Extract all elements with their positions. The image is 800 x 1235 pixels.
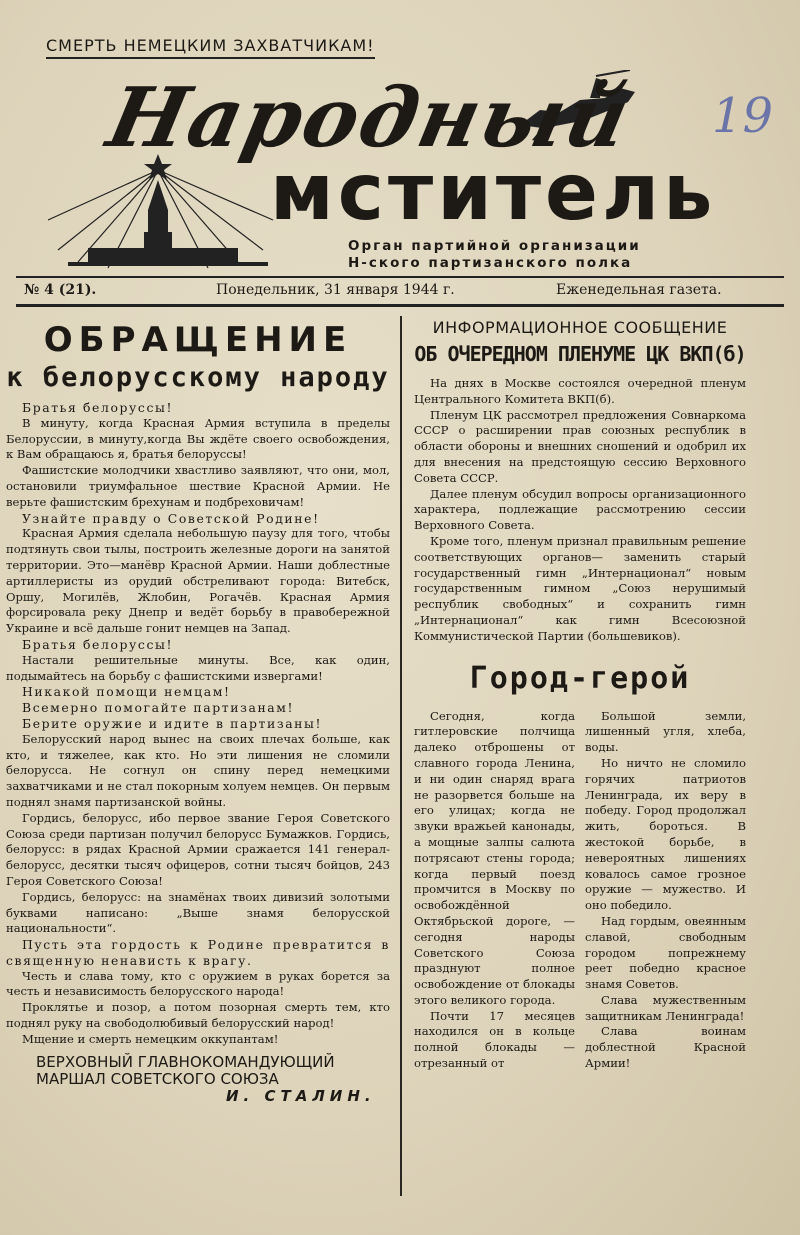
appeal-paragraph: Братья белоруссы!	[22, 400, 174, 415]
appeal-paragraph: Белорусский народ вынес на своих плечах больше, как кто, и тяжелее, как кто. Но эти лишения не сломили белорусса. Не согнул он спину перед немецкими захватчиками и не стал покорным холуем немцев. Он первым поднял знамя партизанской войны.	[6, 731, 390, 809]
hero-col1-paragraph: Сегодня, когда гитлеровские полчища далеко отброшены от славного города Ленина, и ни один снаряд врага не разорвется больше на его улицах; когда не звуки вражьей канонады, а мощные залпы салюта потрясают стены города; когда первый поезд промчится в Москву по освобождённой Октябрьской дороге, — сегодня народы Советского Союза празднуют полное освобождение от блокады этого великого города.	[414, 708, 575, 1007]
organ-line2: Н-ского партизанского полка	[348, 255, 633, 271]
info-paragraph: Далее пленум обсудил вопросы организационного характера, подлежащие рассмотрению сессии Верховного Совета.	[414, 486, 746, 533]
appeal-paragraph: Гордись, белорусс, ибо первое звание Героя Советского Союза среди партизан получил белорусс Бумажков. Гордись, белорусс: в рядах Красной Армии сражается 141 генерал-белорусс, десятки тысяч офицеров, сотни тысяч бойцов, 243 Героя Советского Союза!	[6, 810, 390, 888]
right-column	[414, 318, 746, 1072]
kremlin-tower-icon	[48, 150, 278, 270]
organ-line1: Орган партийной организации	[348, 238, 641, 254]
hero-col1-paragraph: Почти 17 месяцев находился он в кольце полной блокады — отрезанный от	[414, 1008, 575, 1071]
appeal-paragraph: Братья белоруссы!	[22, 636, 174, 652]
masthead-title-line1: Народный	[99, 70, 639, 166]
appeal-paragraph: В минуту, когда Красная Армия вступила в пределы Белоруссии, в минуту,когда Вы ждёте своего освобождения, к Вам обращаюсь я, братья белоруссы!	[6, 415, 390, 462]
masthead-organ	[348, 238, 641, 272]
dateline-bottom-rule	[16, 304, 784, 307]
appeal-paragraph: Мщение и смерть немецким оккупантам!	[22, 1031, 279, 1046]
hero-col1	[414, 709, 575, 1072]
signature-name: И. СТАЛИН.	[226, 1086, 376, 1105]
appeal-paragraph: Всемерно помогайте партизанам!	[22, 700, 295, 716]
appeal-paragraph: Никакой помощи немцам!	[22, 684, 231, 700]
dateline-top-rule	[16, 276, 784, 278]
appeal-paragraph: Настали решительные минуты. Все, как один, подымайтесь на борьбу с фашистскими извергами!	[6, 652, 390, 683]
issue-date: Понедельник, 31 января 1944 г.	[216, 282, 455, 298]
signature-line1: ВЕРХОВНЫЙ ГЛАВНОКОМАНДУЮЩИЙ	[36, 1052, 335, 1071]
hero-col2-paragraph: Большой земли, лишенный угля, хлеба, воды.	[585, 708, 746, 755]
issue-number: № 4 (21).	[24, 282, 97, 298]
info-paragraph: Пленум ЦК рассмотрел предложения Совнаркома СССР о расширении прав союзных республик в области обороны и внешних сношений и одобрил их для внесения на предстоящую сессию Верховного Совета СССР.	[414, 407, 746, 485]
appeal-paragraph: Честь и слава тому, кто с оружием в руках борется за честь и независимость белорусского народа!	[6, 968, 390, 999]
info-body	[414, 376, 746, 645]
info-paragraph: На днях в Москве состоялся очередной пленум Центрального Комитета ВКП(б).	[414, 376, 746, 406]
hero-col2-paragraph: Слава мужественным защитникам Ленинграда!	[585, 992, 746, 1023]
appeal-paragraph: Гордись, белорусс: на знамёнах твоих дивизий золотыми буквами написано: „Выше знамя белорусской национальности“.	[6, 889, 390, 936]
appeal-article	[6, 320, 390, 1105]
hero-columns	[414, 709, 746, 1072]
appeal-subtitle: к белорусскому народу	[6, 362, 390, 393]
issue-frequency: Еженедельная газета.	[556, 282, 722, 298]
dateline	[16, 282, 784, 304]
hero-col2-paragraph: Слава воинам доблестной Красной Армии!	[585, 1024, 746, 1071]
hero-col2	[585, 709, 746, 1072]
handwritten-page-number: 19	[712, 88, 774, 144]
appeal-paragraph: Проклятье и позор, а потом позорная смерть тем, кто поднял руку на свободолюбивый белорусский народ!	[6, 1000, 390, 1031]
appeal-body	[6, 400, 390, 1048]
hero-col2-paragraph: Но ничто не сломило горячих патриотов Ленинграда, их веру в победу. Город продолжал жить, бороться. В жестокой борьбе, в невероятных лишениях ковалось самое грозное оружие — мужество. И оно победило.	[585, 755, 746, 913]
appeal-paragraph: Красная Армия сделала небольшую паузу для того, чтобы подтянуть свои тылы, построить железные дороги на занятой территории. Это—манёвр Красной Армии. Наши доблестные артиллеристы из орудий обстреливают города: Витебск, Оршу, Могилёв, Жлобин, Рогачёв. Красная Армия форсировала реку Днепр и ведёт борьбу в правобережной Украине и всё дальше гонит немцев на Запад.	[6, 526, 390, 636]
appeal-title: ОБРАЩЕНИЕ	[43, 320, 353, 360]
appeal-signature	[6, 1054, 390, 1105]
info-paragraph: Кроме того, пленум признал правильным решение соответствующих органов— заменить старый государственный гимн „Интернационал“ новым государственным гимном „Союз нерушимый республик свободных“ и сохранить гимн „Интернационал“ как гимн Всесоюзной Коммунистической Партии (большевиков).	[414, 533, 746, 643]
appeal-paragraph: Узнайте правду о Советской Родине!	[22, 510, 320, 526]
masthead-slogan: СМЕРТЬ НЕМЕЦКИМ ЗАХВАТЧИКАМ!	[46, 36, 375, 59]
column-divider	[400, 316, 402, 1196]
signature-line2: МАРШАЛ СОВЕТСКОГО СОЮЗА	[36, 1069, 279, 1088]
info-title: ОБ ОЧЕРЕДНОМ ПЛЕНУМЕ ЦК ВКП(б)	[414, 342, 746, 366]
appeal-paragraph: Фашистские молодчики хвастливо заявляют, что они, мол, остановили триумфальное шествие Красной Армии. Не верьте фашистским брехунам и подбреховичам!	[6, 463, 390, 509]
masthead-title-line2: мститель	[270, 148, 717, 238]
appeal-paragraph: Пусть эта гордость к Родине превратится в священную ненависть к врагу.	[6, 937, 390, 968]
appeal-paragraph: Берите оружие и идите в партизаны!	[22, 715, 323, 731]
info-kicker: ИНФОРМАЦИОННОЕ СООБЩЕНИЕ	[432, 318, 728, 337]
hero-title: Город-герой	[469, 660, 691, 696]
hero-col2-paragraph: Над гордым, овеянным славой, свободным городом попрежнему реет победно красное знамя Советов.	[585, 913, 746, 992]
